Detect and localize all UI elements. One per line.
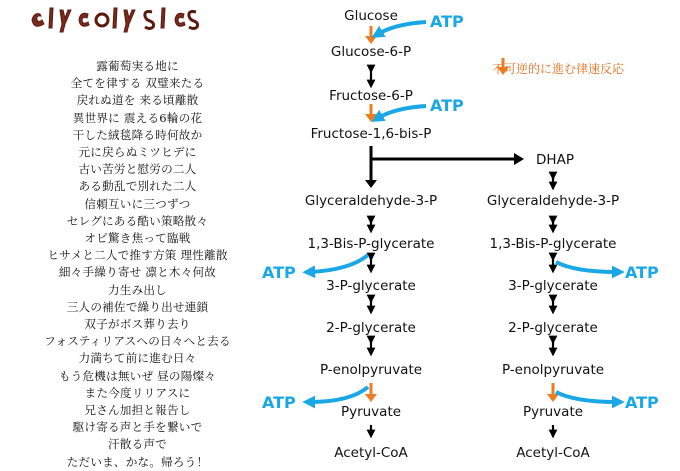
irreversible-arrow [365, 26, 377, 44]
node-glucose-6-p: Glucose-6-P [330, 44, 412, 60]
poem-line: 元に戻らぬミツヒデに [78, 145, 197, 160]
poem-line: セレグにある酷い策略散々 [66, 213, 209, 228]
node-3-p-glycerate: 3-P-glycerate [326, 278, 416, 294]
poem-line: 戻れぬ道を 来る頃離散 [76, 93, 199, 108]
atp-output-arrow [556, 262, 617, 272]
node-fructose-1-6-bis-p: Fructose-1,6-bis-P [310, 126, 432, 142]
node-3-p-glycerate: 3-P-glycerate [508, 278, 598, 294]
atp-label: ATP [625, 263, 659, 282]
poem-line: 汗散る声で [108, 437, 167, 452]
poem-line: 力生み出し [108, 282, 167, 297]
poem-line: 兄さん加担と報告し [84, 403, 191, 418]
node-fructose-6-p: Fructose-6-P [329, 88, 413, 104]
poem-line: 異世界に 震える6輪の花 [72, 110, 203, 125]
poem-line: 干した絨毯降る時何故か [72, 127, 203, 142]
legend-label: 不可逆的に進む律速反応 [492, 62, 625, 76]
poem-line: フォスティリアスへの日々へと去る [44, 334, 231, 349]
node-dhap: DHAP [536, 152, 574, 168]
node-2-p-glycerate: 2-P-glycerate [508, 320, 598, 336]
poem-line: もう危機は無いぜ 昼の陽燦々 [58, 368, 217, 383]
poem-line: ただいま、かな。帰ろう！ [66, 454, 209, 469]
node-2-p-glycerate: 2-P-glycerate [326, 320, 416, 336]
atp-output-arrow [310, 255, 368, 272]
atp-label: ATP [262, 263, 296, 282]
node-p-enolpyruvate: P-enolpyruvate [501, 362, 605, 378]
forward-arrows [371, 425, 553, 434]
irreversible-arrow [365, 104, 377, 122]
atp-label: ATP [430, 12, 464, 31]
poem-line: また今度リリアスに [84, 385, 191, 400]
poem-line: 全てを律する 双璧来たる [70, 76, 205, 91]
atp-input-arrow [378, 106, 426, 118]
poem-line: 古い苦労と慰労の二人 [78, 162, 197, 177]
node-pyruvate: Pyruvate [340, 404, 402, 420]
node-glyceraldehyde-3-p: Glyceraldehyde-3-P [304, 193, 438, 209]
node-pyruvate: Pyruvate [522, 404, 584, 420]
poem-line: 細々手繰り寄せ 凛と木々何故 [58, 265, 217, 280]
poem-line: 信頼互いに三つずつ [84, 196, 191, 211]
poem-line: 双子がボス葬り去り [84, 317, 191, 332]
node-glucose: Glucose [344, 8, 398, 24]
atp-label: ATP [430, 96, 464, 115]
node-1-3-bis-p-glycerate: 1,3-Bis-P-glycerate [307, 236, 435, 252]
atp-label: ATP [625, 393, 659, 412]
poem-line: 力満ちて前に進む日々 [78, 351, 197, 366]
node-p-enolpyruvate: P-enolpyruvate [319, 362, 423, 378]
branch-arrow [365, 146, 524, 188]
atp-label: ATP [262, 393, 296, 412]
poem-line: ヒサメと二人で推す方策 理性離散 [47, 248, 228, 263]
atp-output-arrow [556, 392, 617, 402]
node-acetyl-coa: Acetyl-CoA [334, 445, 408, 461]
node-glyceraldehyde-3-p: Glyceraldehyde-3-P [486, 193, 620, 209]
atp-output-arrow [310, 387, 368, 402]
poem-line: ある動乱で別れた二人 [78, 179, 197, 194]
poem-line: オピ驚き焦って臨戦 [84, 231, 191, 246]
node-acetyl-coa: Acetyl-CoA [516, 445, 590, 461]
poem-line: 三人の補佐で繰り出せ連鎖 [66, 299, 209, 314]
poem-line: 駆け寄る声と手を繋いで [72, 420, 203, 435]
node-1-3-bis-p-glycerate: 1,3-Bis-P-glycerate [489, 236, 617, 252]
poem-line: 露葡萄実る地に [96, 59, 179, 73]
